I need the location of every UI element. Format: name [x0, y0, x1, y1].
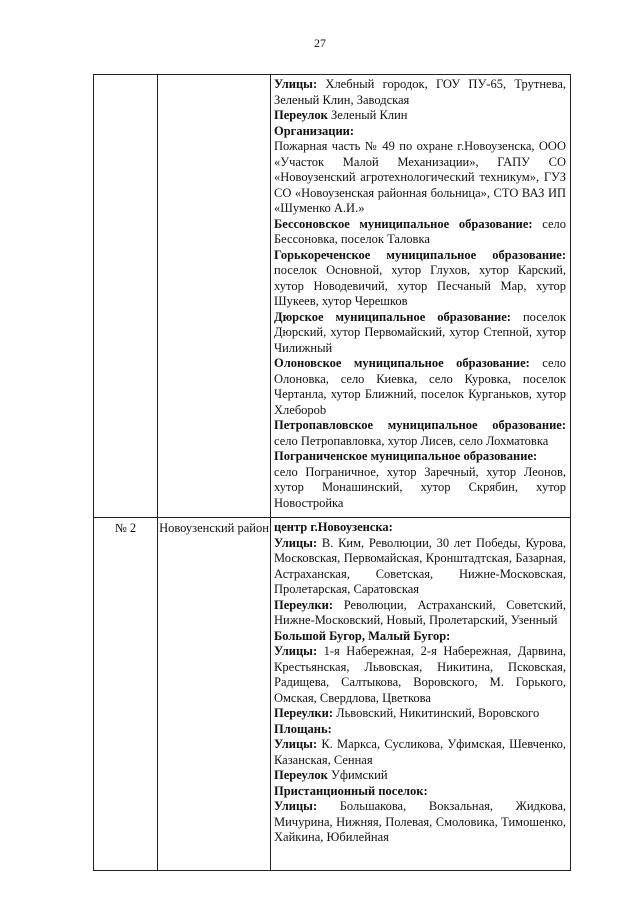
content-paragraph [274, 784, 566, 800]
content-paragraph [274, 449, 566, 465]
content-label: Улицы: [274, 77, 318, 91]
content-label: Переулок [274, 108, 328, 122]
content-label: Переулки: [274, 706, 333, 720]
content-paragraph [274, 644, 566, 706]
content-label: Площань: [274, 721, 332, 736]
content-text: Большакова, Вокзальная, Жидкова, Мичурина, Нижняя, Полевая, Смоловика, Тимошенко, Хайкина, Юбилейная [274, 799, 566, 844]
content-label: Большой Бугор, Малый Бугор: [274, 628, 451, 643]
content-paragraph [274, 799, 566, 846]
content-text: В. Ким, Революции, 30 лет Победы, Курова, Московская, Первомайская, Кронштадтская, Базарная, Астраханская, Советская, Нижне-Московская, Пролетарская, Саратовская [274, 535, 566, 596]
content-label: Улицы: [274, 799, 318, 813]
content-text: 1-я Набережная, 2-я Набережная, Дарвина, Крестьянская, Львовская, Никитина, Псковская, Радищева, Салтыкова, Воровского, М. Горького, Омская, Свердлова, Цветкова [274, 644, 566, 705]
content-paragraph [274, 737, 566, 768]
content-label: центр г.Новоузенска: [274, 520, 393, 534]
content-paragraph [274, 706, 566, 722]
content-label: Переулки: [274, 597, 333, 612]
content-paragraph [274, 520, 566, 536]
streets-cell [271, 518, 571, 871]
district-table [93, 74, 571, 871]
content-paragraph [274, 598, 566, 629]
content-text: село Пограничное, хутор Заречный, хутор Леонов, хутор Монашинский, хутор Скрябин, хутор Новостройка [274, 464, 566, 510]
content-paragraph [274, 108, 566, 124]
content-paragraph [274, 139, 566, 217]
content-paragraph [274, 356, 566, 418]
content-paragraph [274, 465, 566, 512]
content-paragraph [274, 248, 566, 310]
content-text: Уфимский [327, 768, 388, 782]
content-text: село Петропавловка, хутор Лисев, село Лохматовка [274, 433, 549, 448]
content-text: Революции, Астраханский, Советский, Нижне-Московский, Новый, Пролетарский, Узенный [274, 597, 566, 627]
content-label: Переулок [274, 768, 328, 782]
content-paragraph [274, 722, 566, 738]
content-paragraph [274, 536, 566, 598]
streets-cell [271, 75, 571, 518]
content-text: Пожарная часть № 49 по охране г.Новоузенска, ООО «Участок Малой Механизации», ГАПУ СО «Новоузенский агротехнологический техникум», ГУЗ СО «Новоузенская районная больница», СТО ВАЗ ИП «Шуменко А.И.» [274, 139, 566, 215]
content-paragraph [274, 768, 566, 784]
content-label: Улицы: [274, 644, 318, 658]
content-text: Львовский, Никитинский, Воровского [332, 706, 540, 720]
content-label: Пристанционный поселок: [274, 783, 428, 798]
content-text: К. Маркса, Сусликова, Уфимская, Шевченко, Казанская, Сенная [274, 737, 566, 767]
page-number: 27 [314, 36, 326, 50]
district-name-cell: Новоузенский район [158, 518, 271, 871]
content-paragraph [274, 124, 566, 140]
content-label: Организации: [274, 123, 355, 138]
content-label: Дюрское муниципальное образование: [274, 309, 511, 324]
table-row [94, 75, 571, 518]
content-text: поселок Дюрский, хутор Первомайский, хутор Степной, хутор Чилижный [274, 309, 567, 355]
row-number-cell: № 2 [94, 518, 158, 871]
table-row [94, 518, 571, 871]
content-text: село Бессоновка, поселок Таловка [274, 216, 566, 246]
content-label: Улицы: [274, 737, 318, 751]
content-label: Бессоновское муниципальное образование: [274, 216, 533, 231]
content-paragraph [274, 629, 566, 645]
row-number-cell [94, 75, 158, 518]
content-label: Горькореченское муниципальное образование: [274, 247, 566, 262]
content-text: село Олоновка, село Киевка, село Куровка, поселок Чертанла, хутор Ближний, поселок Курганьков, хутор Хлеборob [274, 356, 566, 417]
content-label: Улицы: [274, 535, 318, 550]
content-text: Зеленый Клин [327, 108, 408, 122]
content-text: поселок Основной, хутор Глухов, хутор Карский, хутор Новодевичий, хутор Песчаный Мар, хутор Шукеев, хутор Черешков [274, 263, 566, 308]
content-label: Олоновское муниципальное образование: [274, 356, 530, 370]
content-label: Пограниченское муниципальное образование: [274, 449, 538, 463]
content-paragraph [274, 217, 566, 248]
content-label: Петропавловское муниципальное образование: [274, 418, 566, 432]
district-name-cell [158, 75, 271, 518]
content-paragraph [274, 310, 566, 357]
content-paragraph [274, 418, 566, 449]
content-paragraph [274, 77, 566, 108]
content-text: Хлебный городок, ГОУ ПУ-65, Трутнева, Зеленый Клин, Заводская [274, 77, 566, 107]
